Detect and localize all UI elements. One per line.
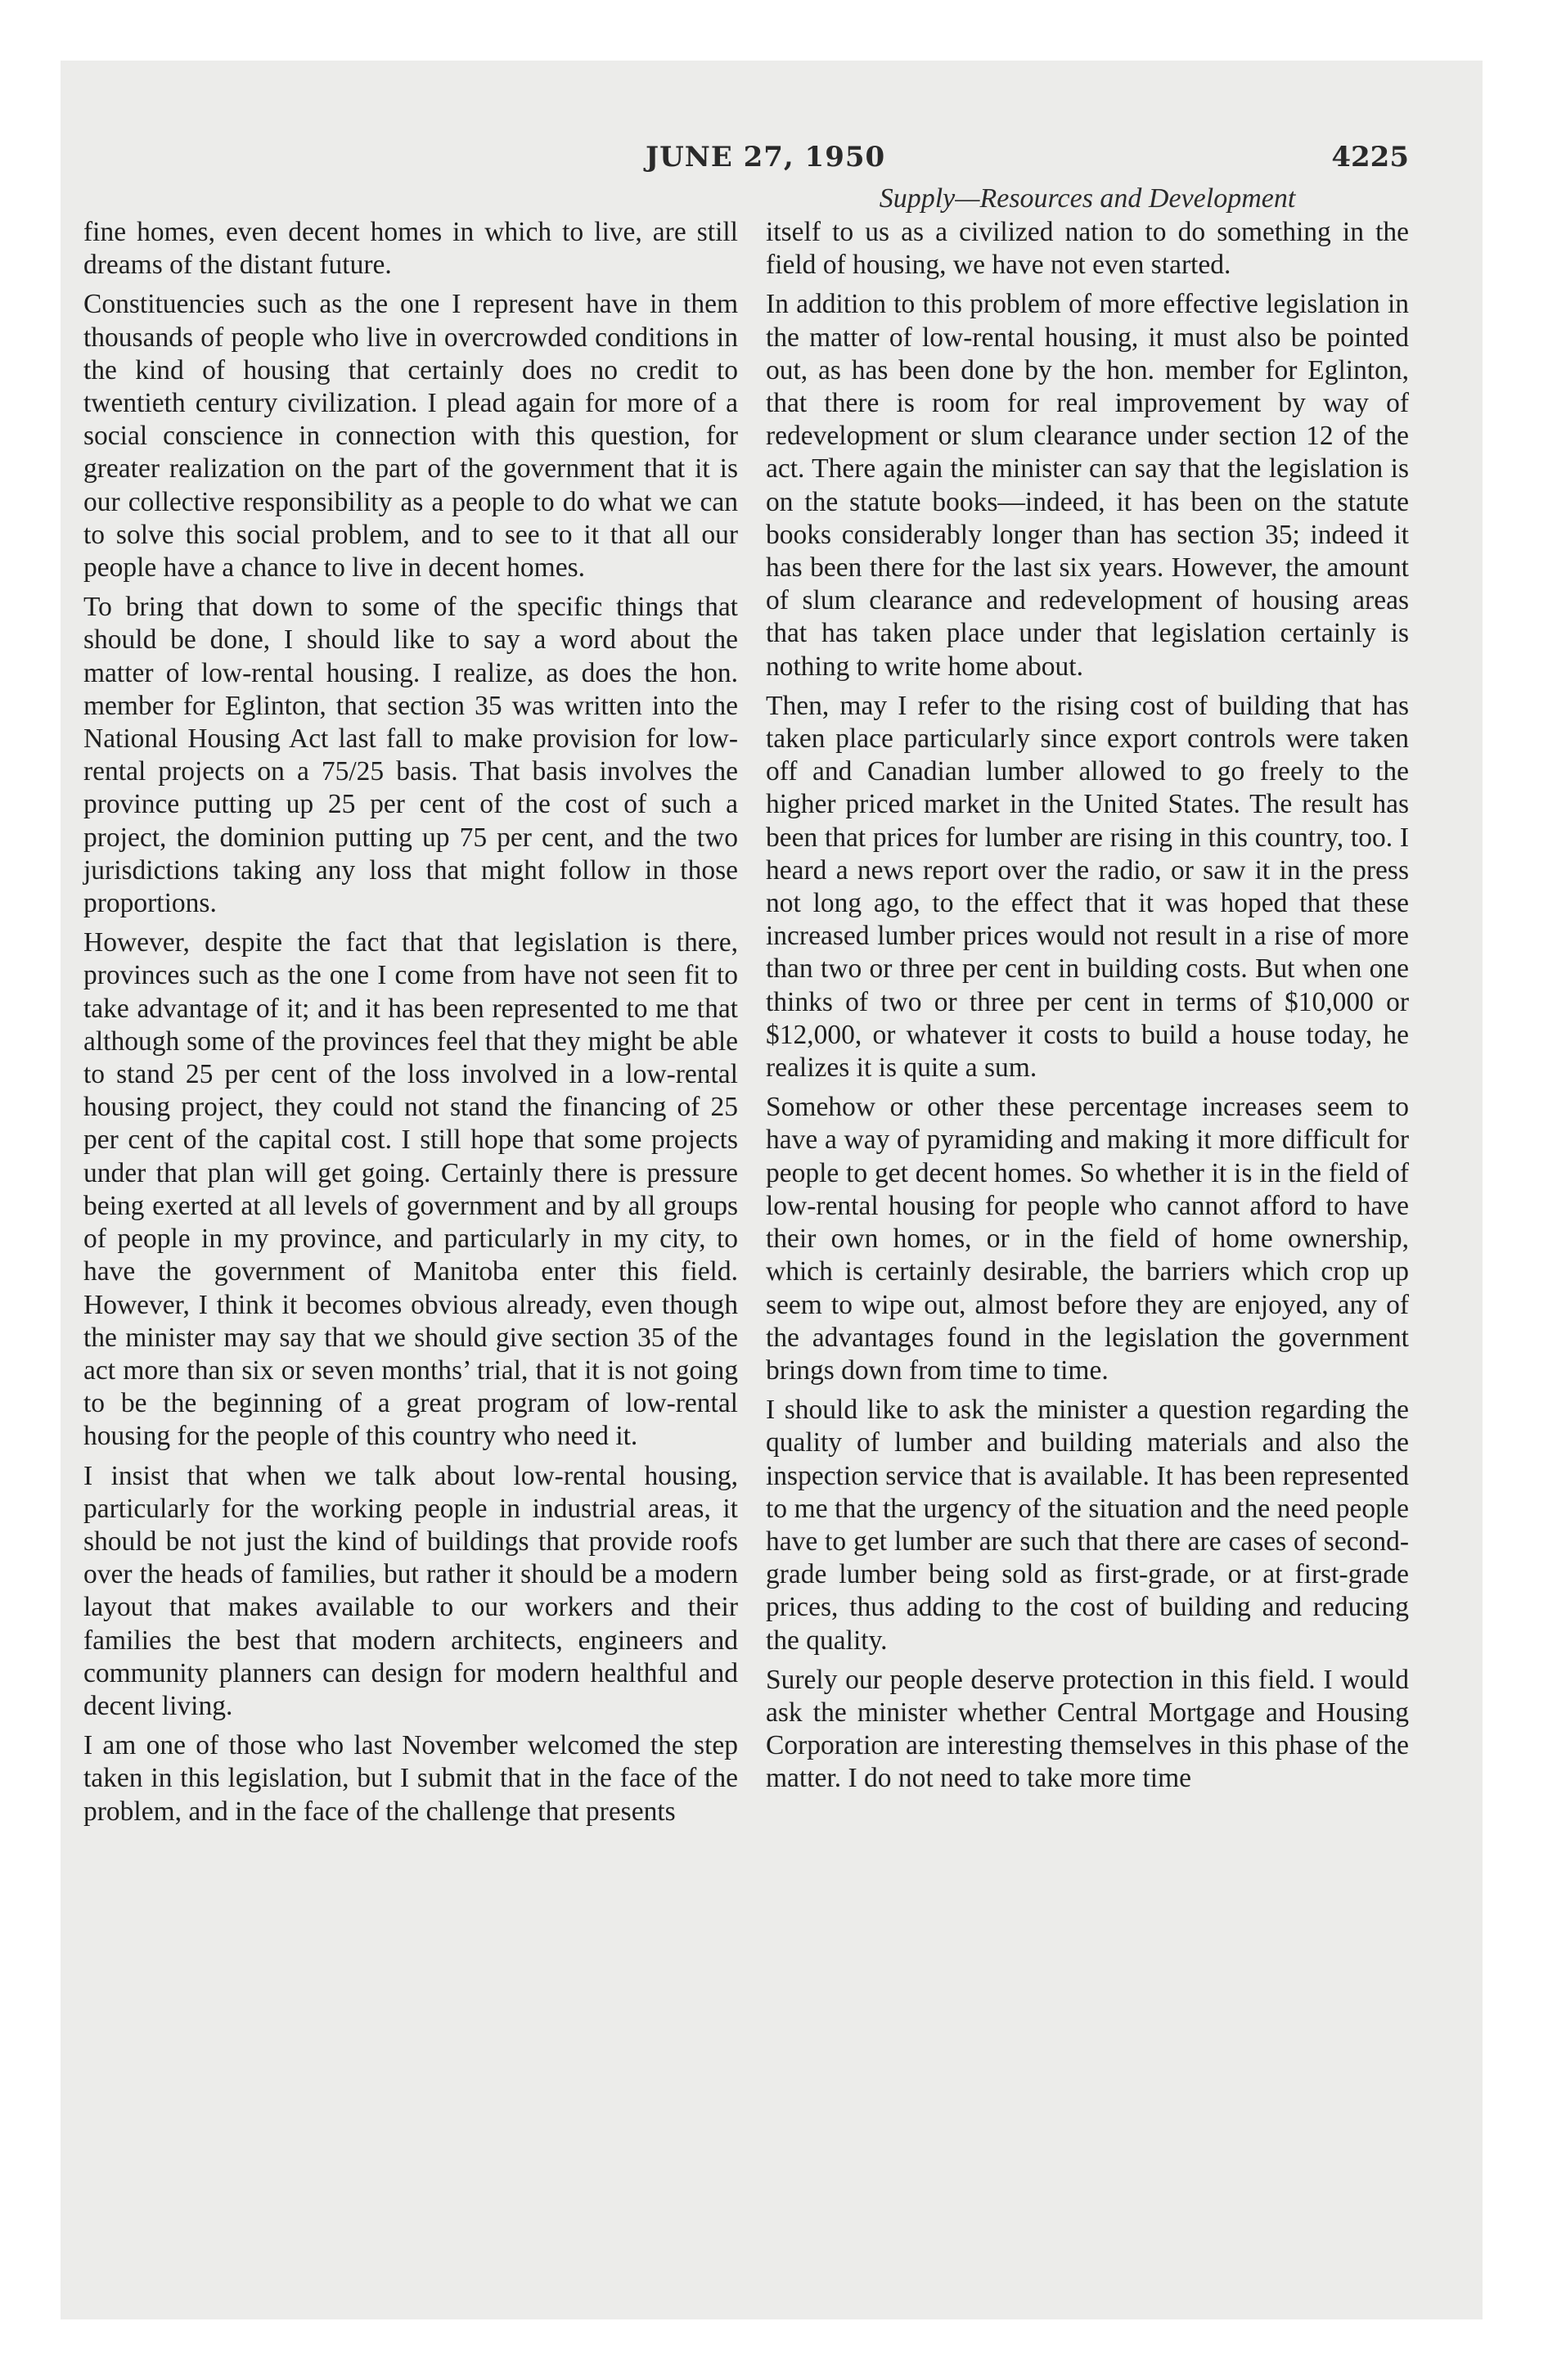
paragraph: Surely our people deserve protection in this field. I would ask the minister whether Central Mortgage and Housing Corporation are interesting themselves in this phase of the matter. I do not need to take more time bbox=[766, 1664, 1409, 1794]
paragraph: In addition to this problem of more effective legislation in the matter of low-rental housing, it must also be pointed out, as has been done by the hon. member for Eglinton, that there is room for real improvement by way of redevelopment or slum clearance under section 12 of the act. There again the minister can say that the legislation is on the statute books—indeed, it has been on the statute books considerably longer than has section 35; indeed it has been there for the last six years. However, the amount of slum clearance and redevelopment of housing areas that has taken place under that legislation certainly is nothing to write home about. bbox=[766, 289, 1409, 682]
paragraph: To bring that down to some of the specific things that should be done, I should like to say a word about the matter of low-rental housing. I realize, as does the hon. member for Eglinton, that section 35 was written into the National Housing Act last fall to make provision for low-rental projects on a 75/25 basis. That basis involves the province putting up 25 per cent of the cost of such a project, the dominion putting up 75 per cent, and the two jurisdictions taking any loss that might follow in those proportions. bbox=[83, 592, 738, 919]
paragraph: I should like to ask the minister a question regarding the quality of lumber and building materials and also the inspection service that is available. It has been represented to me that the urgency of the situation and the need people have to get lumber are such that there are cases of second-grade lumber being sold as first-grade, or at first-grade prices, thus adding to the cost of building and reducing the quality. bbox=[766, 1395, 1409, 1656]
paragraph: Then, may I refer to the rising cost of building that has taken place particularly since export controls were taken off and Canadian lumber allowed to go freely to the higher priced market in the United States. The result has been that prices for lumber are rising in this country, too. I heard a news report over the radio, or saw it in the press not long ago, to the effect that it was hoped that these increased lumber prices would not result in a rise of more than two or three per cent in building costs. But when one thinks of two or three per cent in terms of $10,000 or $12,000, or whatever it costs to build a house today, he realizes it is quite a sum. bbox=[766, 690, 1409, 1084]
paragraph: I insist that when we talk about low-rental housing, particularly for the working people in industrial areas, it should be not just the kind of buildings that provide roofs over the heads of families, but rather it should be a modern layout that makes available to our workers and their families the best that modern architects, engineers and community planners can design for modern healthful and decent living. bbox=[83, 1460, 738, 1721]
hansard-page bbox=[61, 61, 1483, 2319]
running-head: Supply—Resources and Development bbox=[879, 183, 1296, 214]
paragraph: I am one of those who last November welcomed the step taken in this legislation, but I submit that in the face of the problem, and in the face of the challenge that presents bbox=[83, 1730, 738, 1827]
paragraph: itself to us as a civilized nation to do something in the field of housing, we have not even started. bbox=[766, 217, 1409, 281]
paragraph: fine homes, even decent homes in which to live, are still dreams of the distant future. bbox=[83, 217, 738, 281]
left-column bbox=[83, 216, 738, 1835]
right-column bbox=[766, 216, 1409, 1802]
header-date: JUNE 27, 1950 bbox=[646, 141, 886, 174]
paragraph: However, despite the fact that that legislation is there, provinces such as the one I come from have not seen fit to take advantage of it; and it has been represented to me that although some of the provinces feel that they might be able to stand 25 per cent of the loss involved in a low-rental housing project, they could not stand the financing of 25 per cent of the capital cost. I still hope that some projects under that plan will get going. Certainly there is pressure being exerted at all levels of government and by all groups of people in my province, and particularly in my city, to have the government of Manitoba enter this field. However, I think it becomes obvious already, even though the minister may say that we should give section 35 of the act more than six or seven months’ trial, that it is not going to be the beginning of a great program of low-rental housing for the people of this country who need it. bbox=[83, 927, 738, 1452]
paragraph: Somehow or other these percentage increases seem to have a way of pyramiding and making it more difficult for people to get decent homes. So whether it is in the field of low-rental housing for people who cannot afford to have their own homes, or in the field of home ownership, which is certainly desirable, the barriers which crop up seem to wipe out, almost before they are enjoyed, any of the advantages found in the legislation the government brings down from time to time. bbox=[766, 1092, 1409, 1386]
paragraph: Constituencies such as the one I represent have in them thousands of people who live in overcrowded conditions in the kind of housing that certainly does no credit to twentieth century civilization. I plead again for more of a social conscience in connection with this question, for greater realization on the part of the government that it is our collective responsibility as a people to do what we can to solve this social problem, and to see to it that all our people have a chance to live in decent homes. bbox=[83, 289, 738, 584]
page-header bbox=[61, 141, 1483, 182]
page-number: 4225 bbox=[1331, 141, 1409, 174]
